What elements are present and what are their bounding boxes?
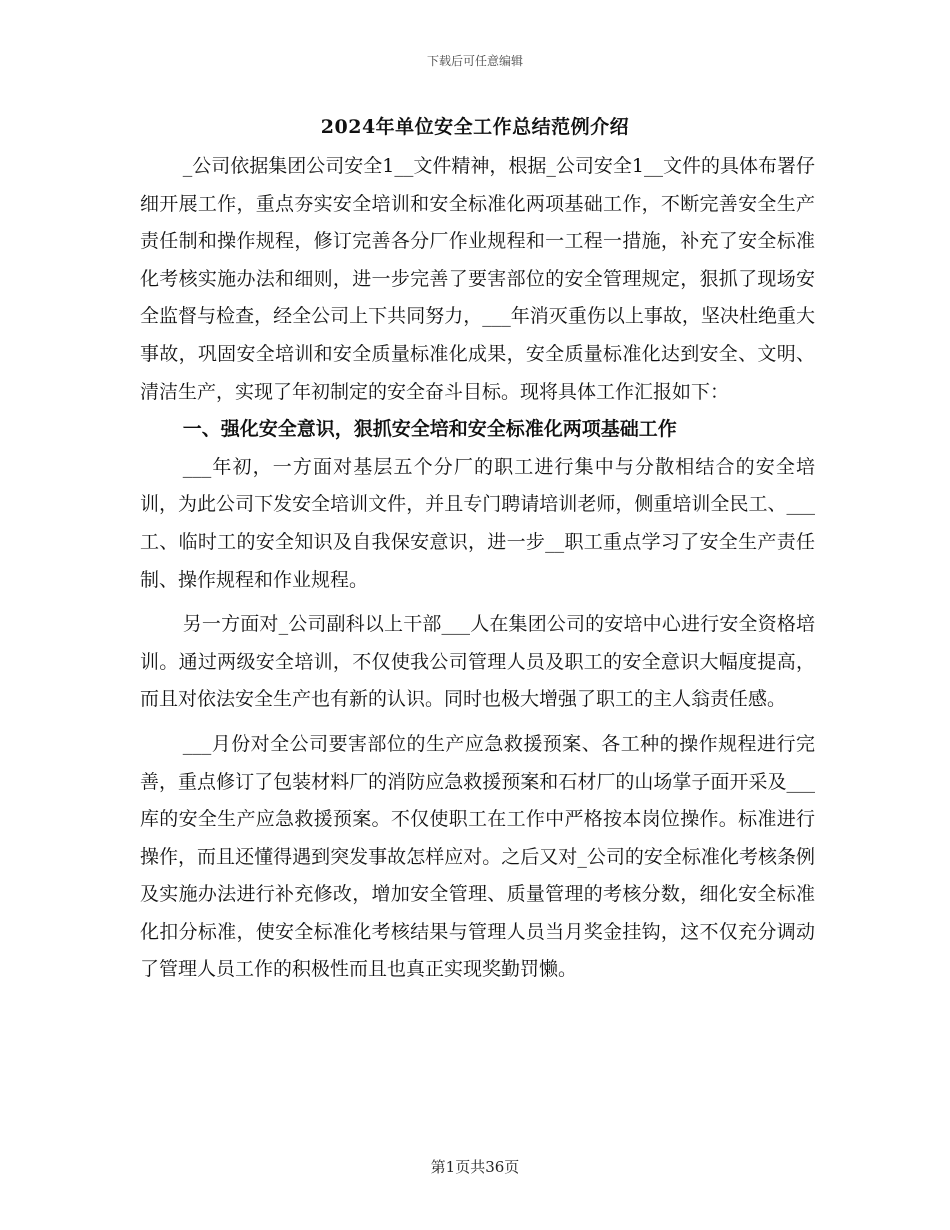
page-footer-number: 第1页共36页 [430, 1158, 520, 1176]
section-heading-1: 一、强化安全意识，狠抓安全培和安全标准化两项基础工作 [182, 418, 677, 441]
document-body [140, 148, 815, 989]
paragraph-intro: _公司依据集团公司安全1__文件精神，根据_公司安全1__文件的具体布署仔细开展工作，重点夯实安全培训和安全标准化两项基础工作，不断完善安全生产责任制和操作规程，修订完善各分厂作业规程和一工程一措施，补充了安全标准化考核实施办法和细则，进一步完善了要害部位的安全管理规定，狠抓了现场安全监督与检查，经全公司上下共同努力，___年消灭重伤以上事故，坚决杜绝重大事故，巩固安全培训和安全质量标准化成果，安全质量标准化达到安全、文明、清洁生产，实现了年初制定的安全奋斗目标。现将具体工作汇报如下： [140, 155, 815, 403]
document-title: 2024年单位安全工作总结范例介绍 [320, 116, 630, 138]
page-header-note: 下载后可任意编辑 [426, 54, 523, 68]
paragraph-emergency-plans: ___月份对全公司要害部位的生产应急救援预案、各工种的操作规程进行完善，重点修订了包装材料厂的消防应急救援预案和石材厂的山场掌子面开采及___库的安全生产应急救援预案。不仅使职工在工作中严格按本岗位操作。标准进行操作，而且还懂得遇到突发事故怎样应对。之后又对_公司的安全标准化考核条例及实施办法进行补充修改，增加安全管理、质量管理的考核分数，细化安全标准化扣分标准，使安全标准化考核结果与管理人员当月奖金挂钩，这不仅充分调动了管理人员工作的积极性而且也真正实现奖勤罚懒。 [140, 732, 815, 981]
paragraph-cadre-training: 另一方面对_公司副科以上干部___人在集团公司的安培中心进行安全资格培训。通过两级安全培训，不仅使我公司管理人员及职工的安全意识大幅度提高，而且对依法安全生产也有新的认识。同时也极大增强了职工的主人翁责任感。 [140, 613, 815, 711]
paragraph-training-early-year: ___年初，一方面对基层五个分厂的职工进行集中与分散相结合的安全培训，为此公司下发安全培训文件，并且专门聘请培训老师，侧重培训全民工、___工、临时工的安全知识及自我保安意识，进一步__职工重点学习了安全生产责任制、操作规程和作业规程。 [140, 455, 815, 591]
